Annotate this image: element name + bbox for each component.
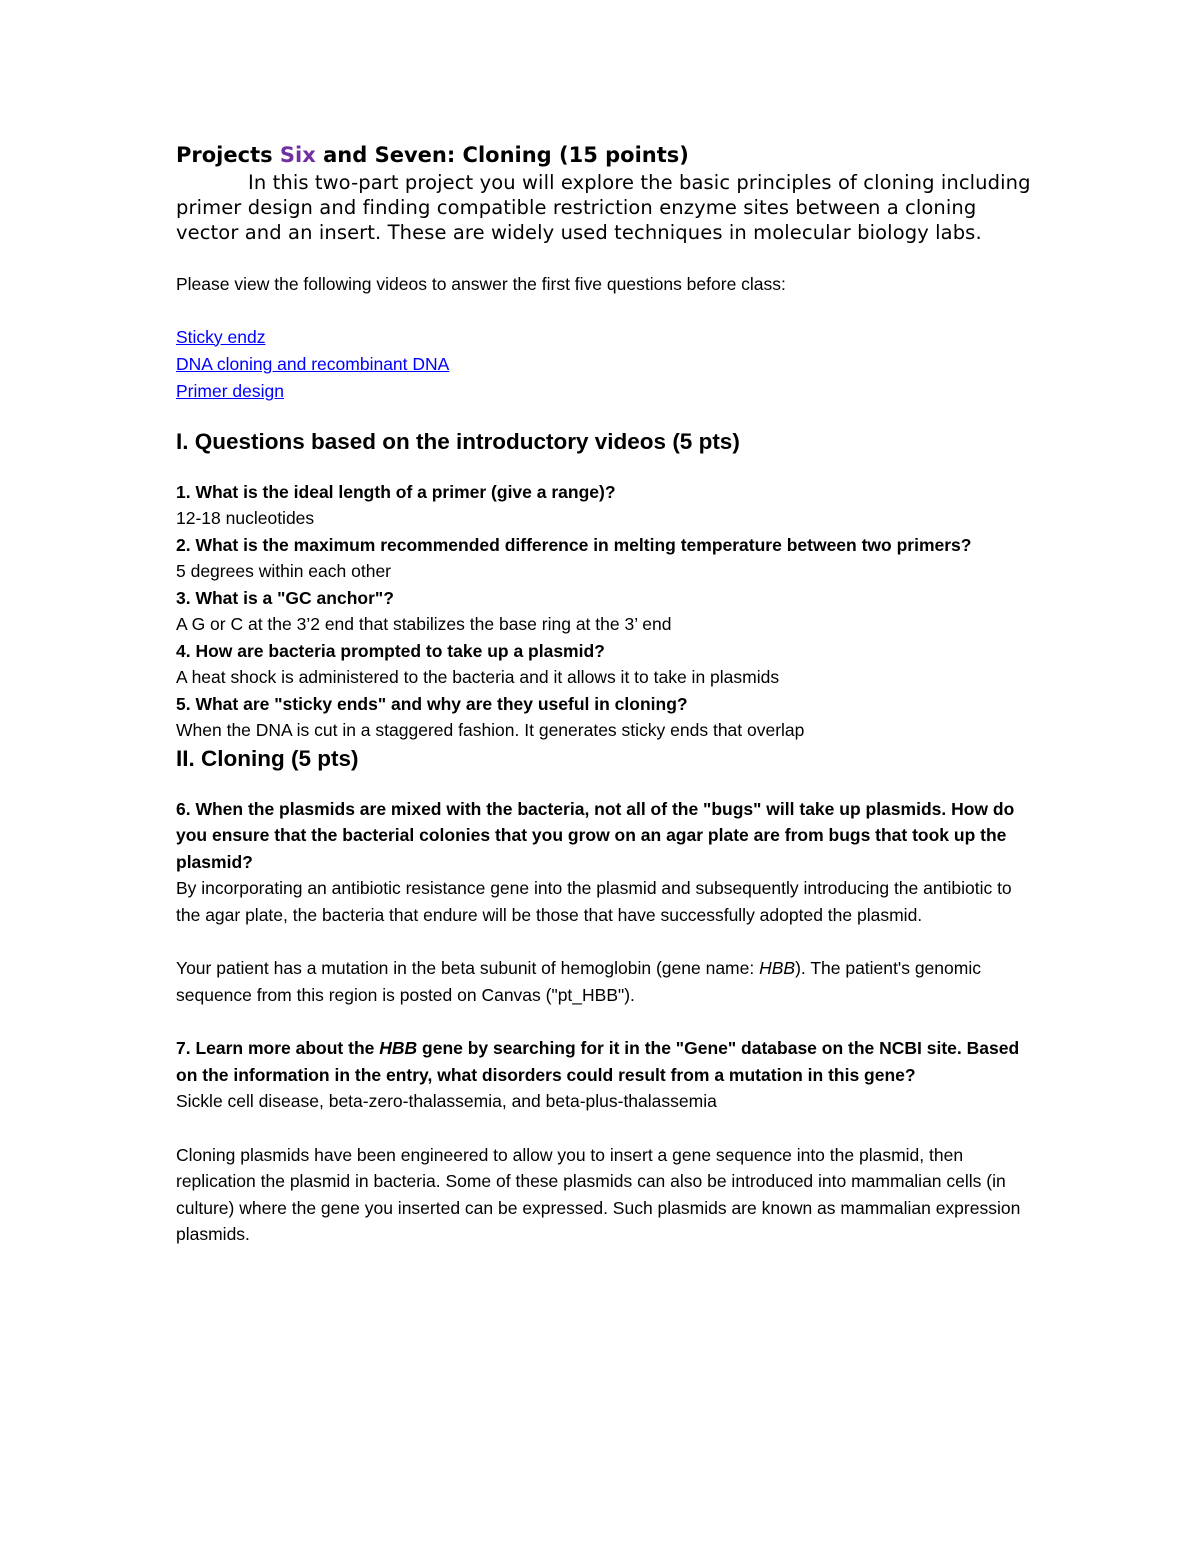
answer-4: A heat shock is administered to the bacteria and it allows it to take in plasmids	[176, 667, 780, 687]
answer-3: A G or C at the 3’2 end that stabilizes the base ring at the 3’ end	[176, 614, 672, 634]
patient-paragraph	[176, 955, 1036, 1008]
section1-questions	[176, 479, 1036, 744]
question-7-post: gene by searching for it in the "Gene" database on the NCBI site. Based on the information in the entry, what disorders could result from a mutation in this gene?	[176, 1038, 1020, 1085]
title-suffix: and Seven: Cloning (15 points)	[315, 143, 689, 167]
question-7-gene: HBB	[379, 1038, 418, 1058]
question-3: 3. What is a "GC anchor"?	[176, 587, 394, 608]
closing-paragraph: Cloning plasmids have been engineered to allow you to insert a gene sequence into the plasmid, then replication the plasmid in bacteria. Some of these plasmids can also be introduced into mammalian cells (in culture) where the gene you inserted can be expressed. Such plasmids are known as mammalian expression plasmids.	[176, 1144, 1021, 1244]
question-7	[176, 1035, 1036, 1088]
question-4: 4. How are bacteria prompted to take up a plasmid?	[176, 640, 605, 661]
title-accent: Six	[279, 143, 316, 167]
question-6: 6. When the plasmids are mixed with the bacteria, not all of the "bugs" will take up plasmids. How do you ensure that the bacterial colonies that you grow on an agar plate are from bugs that took up the plasmid?	[176, 798, 1015, 872]
document-page	[176, 140, 1036, 1248]
intro-paragraph: In this two-part project you will explore the basic principles of cloning including primer design and finding compatible restriction enzyme sites between a cloning vector and an insert. These are widely used techniques in molecular biology labs.	[176, 171, 1031, 244]
answer-1: 12-18 nucleotides	[176, 508, 315, 528]
link-primer-design[interactable]: Primer design	[176, 380, 284, 401]
patient-text-pre: Your patient has a mutation in the beta subunit of hemoglobin (gene name:	[176, 958, 760, 978]
question-2: 2. What is the maximum recommended difference in melting temperature between two primers?	[176, 534, 972, 555]
patient-gene: HBB	[759, 958, 796, 978]
question-7-pre: 7. Learn more about the	[176, 1038, 380, 1058]
question-1: 1. What is the ideal length of a primer (give a range)?	[176, 481, 616, 502]
section2-heading: II. Cloning (5 pts)	[176, 745, 359, 771]
page-title	[176, 140, 1036, 170]
link-dna-cloning[interactable]: DNA cloning and recombinant DNA	[176, 353, 450, 374]
answer-7: Sickle cell disease, beta-zero-thalassemia, and beta-plus-thalassemia	[176, 1091, 717, 1111]
section1-heading: I. Questions based on the introductory videos (5 pts)	[176, 428, 740, 454]
video-links	[176, 324, 1036, 405]
instructions-text: Please view the following videos to answer the first five questions before class:	[176, 274, 786, 294]
answer-6: By incorporating an antibiotic resistance gene into the plasmid and subsequently introducing the antibiotic to the agar plate, the bacteria that endure will be those that have successfully adopted the plasmid.	[176, 878, 1012, 925]
link-sticky-ends[interactable]: Sticky endz	[176, 326, 266, 347]
question-5: 5. What are "sticky ends" and why are they useful in cloning?	[176, 693, 688, 714]
answer-2: 5 degrees within each other	[176, 561, 391, 581]
patient-text-post: ). The patient's genomic sequence from this region is posted on Canvas ("pt_HBB").	[176, 958, 981, 1005]
title-prefix: Projects	[176, 143, 280, 167]
answer-5: When the DNA is cut in a staggered fashion. It generates sticky ends that overlap	[176, 720, 805, 740]
